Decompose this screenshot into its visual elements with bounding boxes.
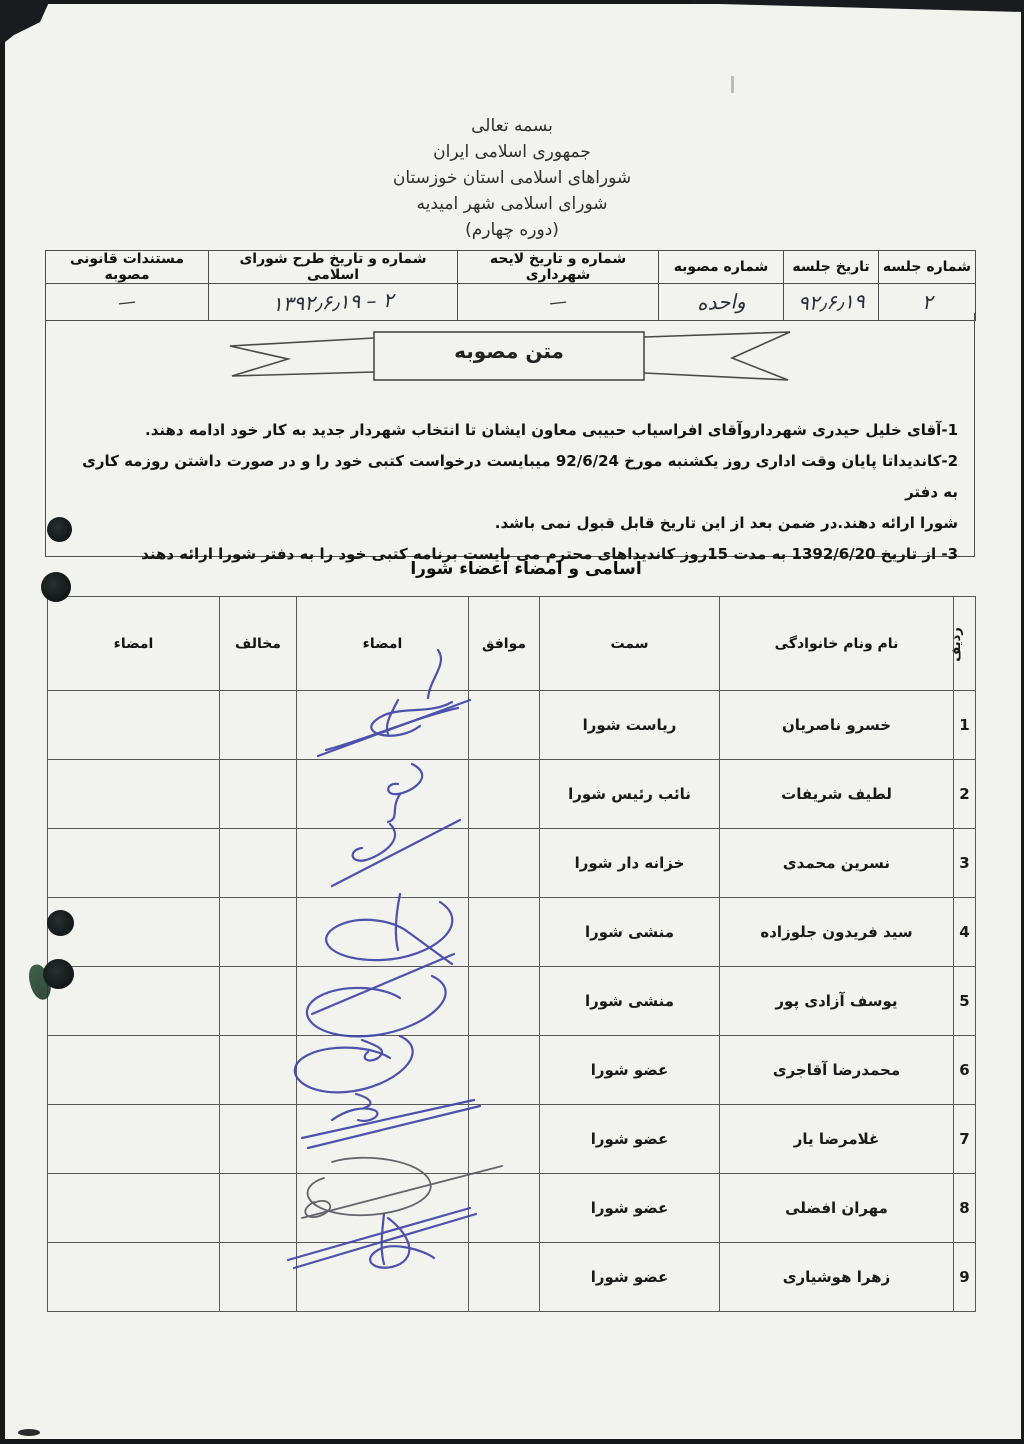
signature-cell-right xyxy=(48,1105,220,1174)
member-row-number: 5 xyxy=(954,967,976,1036)
vote-against-cell xyxy=(220,760,297,829)
member-row-number: 8 xyxy=(954,1174,976,1243)
member-position: منشی شورا xyxy=(540,898,720,967)
punch-hole-icon xyxy=(47,517,72,542)
vote-agree-cell xyxy=(469,829,540,898)
members-col-header-6: امضاء xyxy=(48,597,220,691)
members-col-header-3: موافق xyxy=(469,597,540,691)
vote-agree-cell xyxy=(469,760,540,829)
info-col-value-2: واحده xyxy=(696,289,746,315)
signature-cell xyxy=(297,1036,469,1105)
scan-corner-shadow-top-left xyxy=(0,0,50,46)
member-row xyxy=(48,898,976,967)
signature-cell xyxy=(297,829,469,898)
resolution-line: 3- از تاریخ 1392/6/20 به مدت 15روز کاندیداهای محترم می بایست برنامه کتبی خود را به دفتر شورا ارائه دهند xyxy=(141,545,958,563)
resolution-line: 2-کاندیداتا پایان وقت اداری روز یکشنبه مورخ 92/6/24 میبایست درخواست کتبی خود را و در صورت داشتن روزمه کاری به دفتر xyxy=(82,452,958,501)
signature-cell xyxy=(297,967,469,1036)
member-position: خزانه دار شورا xyxy=(540,829,720,898)
member-name: محمدرضا آقاجری xyxy=(720,1036,954,1105)
letterhead-line: جمهوری اسلامی ایران xyxy=(433,142,591,162)
info-col-header-2: شماره مصوبه xyxy=(659,251,784,284)
signature-cell-right xyxy=(48,829,220,898)
vote-against-cell xyxy=(220,829,297,898)
member-row-number: 7 xyxy=(954,1105,976,1174)
member-row-number: 3 xyxy=(954,829,976,898)
member-row-number: 9 xyxy=(954,1243,976,1312)
info-col-value-1: ۹۲٫۶٫۱۹ xyxy=(797,288,865,316)
member-row xyxy=(48,691,976,760)
vote-against-cell xyxy=(220,898,297,967)
signature-cell-right xyxy=(48,691,220,760)
signature-cell xyxy=(297,691,469,760)
resolution-line: شورا ارائه دهند.در ضمن بعد از این تاریخ قابل قبول نمی باشد. xyxy=(494,514,958,532)
signature-cell-right xyxy=(48,1174,220,1243)
info-col-value-4: ۱۳۹۲٫۶٫۱۹ – ۲ xyxy=(271,287,395,317)
vote-agree-cell xyxy=(469,691,540,760)
member-position: عضو شورا xyxy=(540,1174,720,1243)
document-letterhead xyxy=(0,113,1024,243)
member-name: غلامرضا یار xyxy=(720,1105,954,1174)
vote-against-cell xyxy=(220,691,297,760)
vote-agree-cell xyxy=(469,1174,540,1243)
info-col-header-3: شماره و تاریخ لایحه شهرداری xyxy=(458,251,659,284)
signature-cell-right xyxy=(48,760,220,829)
member-row xyxy=(48,829,976,898)
scan-edge-left xyxy=(0,0,5,1444)
info-col-header-1: تاریخ جلسه xyxy=(784,251,879,284)
member-row xyxy=(48,1036,976,1105)
info-col-header-5: مستندات قانونی مصوبه xyxy=(46,251,209,284)
scan-scratch-mark xyxy=(731,76,734,93)
info-col-value-3: — xyxy=(547,290,569,314)
member-name: سید فریدون جلوزاده xyxy=(720,898,954,967)
letterhead-line: (دوره چهارم) xyxy=(465,220,559,240)
vote-agree-cell xyxy=(469,1243,540,1312)
member-position: عضو شورا xyxy=(540,1105,720,1174)
members-col-header-5: مخالف xyxy=(220,597,297,691)
vote-against-cell xyxy=(220,1174,297,1243)
signature-cell-right xyxy=(48,1036,220,1105)
signature-cell xyxy=(297,1243,469,1312)
members-col-header-2: سمت xyxy=(540,597,720,691)
member-row xyxy=(48,1105,976,1174)
member-row-number: 4 xyxy=(954,898,976,967)
member-name: لطیف شریفات xyxy=(720,760,954,829)
member-position: عضو شورا xyxy=(540,1036,720,1105)
punch-hole-icon xyxy=(41,572,71,602)
member-row xyxy=(48,967,976,1036)
vote-agree-cell xyxy=(469,898,540,967)
vote-against-cell xyxy=(220,1105,297,1174)
members-col-header-4: امضاء xyxy=(297,597,469,691)
signature-cell xyxy=(297,1105,469,1174)
session-info-table xyxy=(45,250,976,321)
member-position: منشی شورا xyxy=(540,967,720,1036)
info-col-header-0: شماره جلسه xyxy=(879,251,976,284)
resolution-line: 1-آقای خلیل حیدری شهرداروآقای افراسیاب حبیبی معاون ایشان تا انتخاب شهردار جدید به کار خود ادامه دهند. xyxy=(145,421,958,439)
info-col-value-0: ۲ xyxy=(921,289,933,315)
member-name: زهرا هوشیاری xyxy=(720,1243,954,1312)
members-col-header-1: نام ونام خانوادگی xyxy=(720,597,954,691)
vote-against-cell xyxy=(220,1243,297,1312)
signature-cell-right xyxy=(48,898,220,967)
member-name: یوسف آزادی پور xyxy=(720,967,954,1036)
member-name: نسرین محمدی xyxy=(720,829,954,898)
member-position: عضو شورا xyxy=(540,1243,720,1312)
scan-mark-bottom-left xyxy=(18,1429,40,1436)
vote-agree-cell xyxy=(469,967,540,1036)
signature-cell xyxy=(297,760,469,829)
signature-cell xyxy=(297,1174,469,1243)
member-row xyxy=(48,1243,976,1312)
vote-against-cell xyxy=(220,967,297,1036)
members-table xyxy=(47,596,976,1312)
vote-agree-cell xyxy=(469,1105,540,1174)
signature-cell-right xyxy=(48,1243,220,1312)
vote-agree-cell xyxy=(469,1036,540,1105)
scan-corner-shadow-top-right xyxy=(694,0,1024,12)
vote-against-cell xyxy=(220,1036,297,1105)
resolution-box xyxy=(45,313,975,563)
scan-edge-bottom xyxy=(0,1439,1024,1444)
member-row-number: 1 xyxy=(954,691,976,760)
signature-cell xyxy=(297,898,469,967)
info-col-header-4: شماره و تاریخ طرح شورای اسلامی xyxy=(209,251,458,284)
resolution-text xyxy=(68,415,958,570)
punch-hole-icon xyxy=(47,910,74,936)
member-row xyxy=(48,760,976,829)
letterhead-line: بسمه تعالی xyxy=(471,116,553,136)
members-section-title: اسامی و امضاء اعضاء شورا xyxy=(410,559,642,579)
letterhead-line: شورای اسلامی شهر امیدیه xyxy=(416,194,608,214)
member-row-number: 6 xyxy=(954,1036,976,1105)
member-row xyxy=(48,1174,976,1243)
member-position: نائب رئیس شورا xyxy=(540,760,720,829)
resolution-banner-title: متن مصوبه xyxy=(454,339,564,363)
member-name: مهران افضلی xyxy=(720,1174,954,1243)
member-position: ریاست شورا xyxy=(540,691,720,760)
letterhead-line: شوراهای اسلامی استان خوزستان xyxy=(392,168,632,188)
info-col-value-5: — xyxy=(116,290,138,314)
member-name: خسرو ناصریان xyxy=(720,691,954,760)
member-row-number: 2 xyxy=(954,760,976,829)
punch-hole-icon xyxy=(43,959,74,989)
members-col-header-0: ردیف xyxy=(954,597,976,691)
